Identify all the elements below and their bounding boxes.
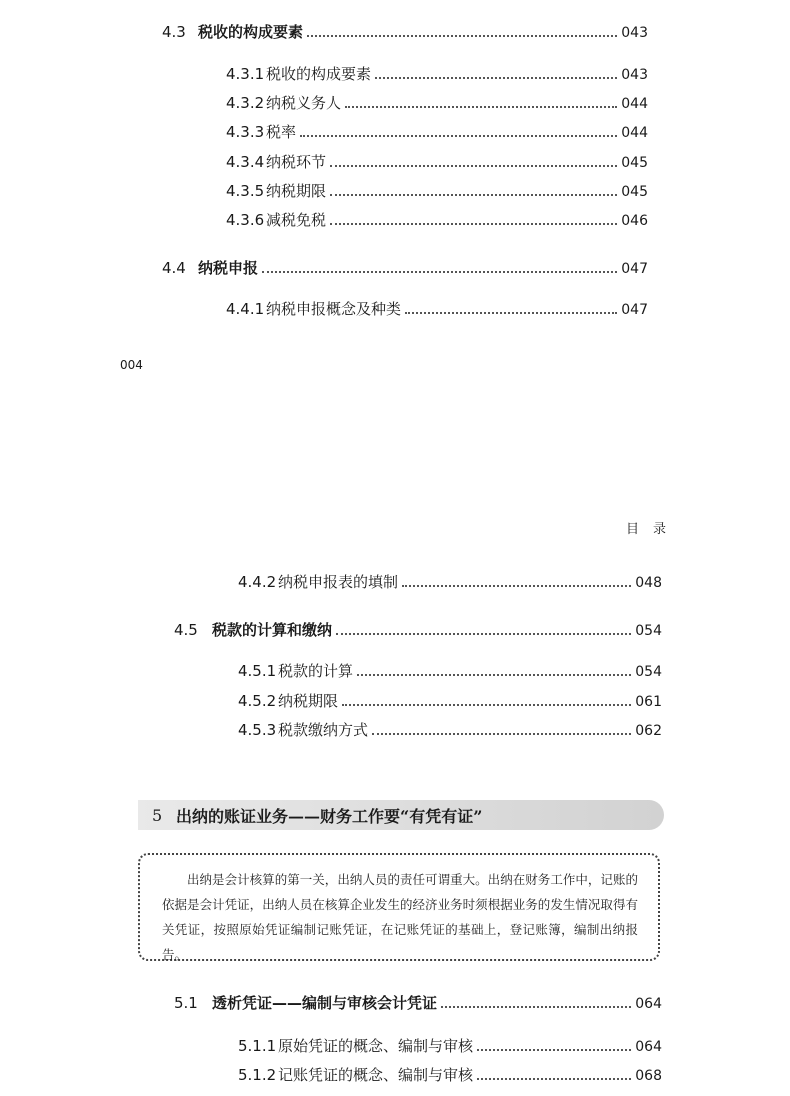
- page-number: 045: [621, 184, 648, 200]
- toc-entry-5-1-2: [238, 1064, 662, 1086]
- subsection-title: 税款缴纳方式: [278, 721, 369, 739]
- subsection-number: 4.3.6: [226, 211, 265, 229]
- chapter-intro-text: 出纳是会计核算的第一关，出纳人员的责任可谓重大。出纳在财务工作中，记账的依据是会计凭证，出纳人员在核算企业发生的经济业务时须根据业务的发生情况取得有关凭证，按照原始凭证编制记账凭证，在记账凭证的基础上，登记账簿，编制出纳报告。: [162, 872, 638, 962]
- toc-entry-4-5-3: [238, 719, 662, 741]
- subsection-number: 4.5.2: [238, 692, 277, 710]
- subsection-number: 5.1.2: [238, 1066, 277, 1084]
- section-title: 税款的计算和缴纳: [212, 621, 333, 639]
- page-number: 064: [635, 996, 662, 1012]
- toc-entry-4-4-1: [226, 298, 648, 320]
- subsection-number: 4.3.2: [226, 94, 265, 112]
- leader-dots: [300, 134, 617, 137]
- section-title: 税收的构成要素: [198, 23, 304, 41]
- page-number: 061: [635, 694, 662, 710]
- page-number: 046: [621, 213, 648, 229]
- subsection-number: 5.1.1: [238, 1037, 277, 1055]
- page-number: 064: [635, 1039, 662, 1055]
- section-number: 5.1: [174, 994, 198, 1012]
- section-number: 4.4: [162, 259, 186, 277]
- leader-dots: [402, 584, 631, 587]
- subsection-title: 税款的计算: [278, 662, 354, 680]
- subsection-number: 4.4.1: [226, 300, 265, 318]
- toc-entry-4-3-3: [226, 121, 648, 143]
- page-number: 068: [635, 1068, 662, 1084]
- page-number: 062: [635, 723, 662, 739]
- leader-dots: [342, 703, 631, 706]
- subsection-title: 纳税申报概念及种类: [266, 300, 402, 318]
- leader-dots: [477, 1077, 631, 1080]
- page-number: 054: [635, 664, 662, 680]
- chapter-heading-bar: [138, 800, 664, 830]
- page-number: 048: [635, 575, 662, 591]
- subsection-title: 纳税期限: [278, 692, 339, 710]
- subsection-number: 4.3.3: [226, 123, 265, 141]
- page-number: 044: [621, 96, 648, 112]
- running-header: 目录: [626, 522, 681, 537]
- page-number: 043: [621, 67, 648, 83]
- subsection-title: 纳税环节: [266, 153, 327, 171]
- subsection-title: 纳税期限: [266, 182, 327, 200]
- subsection-title: 税收的构成要素: [266, 65, 372, 83]
- leader-dots: [405, 311, 617, 314]
- chapter-title: 出纳的账证业务——财务工作要“有凭有证”: [176, 806, 483, 826]
- subsection-number: 4.3.1: [226, 65, 265, 83]
- toc-entry-4-5-2: [238, 690, 662, 712]
- toc-entry-4-3: [162, 21, 648, 43]
- section-number: 4.3: [162, 23, 186, 41]
- toc-entry-4-5: [174, 619, 662, 641]
- leader-dots: [477, 1048, 631, 1051]
- page-number: 043: [621, 25, 648, 41]
- page-number: 047: [621, 302, 648, 318]
- section-title: 透析凭证——编制与审核会计凭证: [212, 994, 438, 1012]
- leader-dots: [336, 632, 631, 635]
- subsection-number: 4.3.4: [226, 153, 265, 171]
- page-number: 047: [621, 261, 648, 277]
- leader-dots: [330, 222, 617, 225]
- subsection-title: 原始凭证的概念、编制与审核: [278, 1037, 474, 1055]
- toc-entry-4-4: [162, 257, 648, 279]
- chapter-number: 5: [152, 805, 163, 825]
- subsection-number: 4.5.1: [238, 662, 277, 680]
- subsection-title: 税率: [266, 123, 297, 141]
- leader-dots: [375, 76, 617, 79]
- toc-entry-4-5-1: [238, 660, 662, 682]
- leader-dots: [441, 1005, 631, 1008]
- page-number: 045: [621, 155, 648, 171]
- section-number: 4.5: [174, 621, 198, 639]
- subsection-number: 4.4.2: [238, 573, 277, 591]
- subsection-title: 纳税申报表的填制: [278, 573, 399, 591]
- folio-page-number: 004: [120, 358, 143, 372]
- page-number: 044: [621, 125, 648, 141]
- subsection-title: 减税免税: [266, 211, 327, 229]
- leader-dots: [307, 34, 617, 37]
- toc-entry-5-1: [174, 992, 662, 1014]
- subsection-number: 4.5.3: [238, 721, 277, 739]
- subsection-number: 4.3.5: [226, 182, 265, 200]
- leader-dots: [357, 673, 631, 676]
- toc-entry-4-3-5: [226, 180, 648, 202]
- chapter-intro-box: [138, 853, 660, 961]
- section-title: 纳税申报: [198, 259, 259, 277]
- toc-entry-4-3-2: [226, 92, 648, 114]
- leader-dots: [330, 193, 617, 196]
- toc-entry-4-3-4: [226, 151, 648, 173]
- leader-dots: [372, 732, 631, 735]
- leader-dots: [262, 270, 617, 273]
- leader-dots: [345, 105, 617, 108]
- toc-entry-4-3-6: [226, 209, 648, 231]
- subsection-title: 记账凭证的概念、编制与审核: [278, 1066, 474, 1084]
- leader-dots: [330, 164, 617, 167]
- toc-entry-4-3-1: [226, 63, 648, 85]
- page-number: 054: [635, 623, 662, 639]
- subsection-title: 纳税义务人: [266, 94, 342, 112]
- toc-entry-4-4-2: [238, 571, 662, 593]
- toc-entry-5-1-1: [238, 1035, 662, 1057]
